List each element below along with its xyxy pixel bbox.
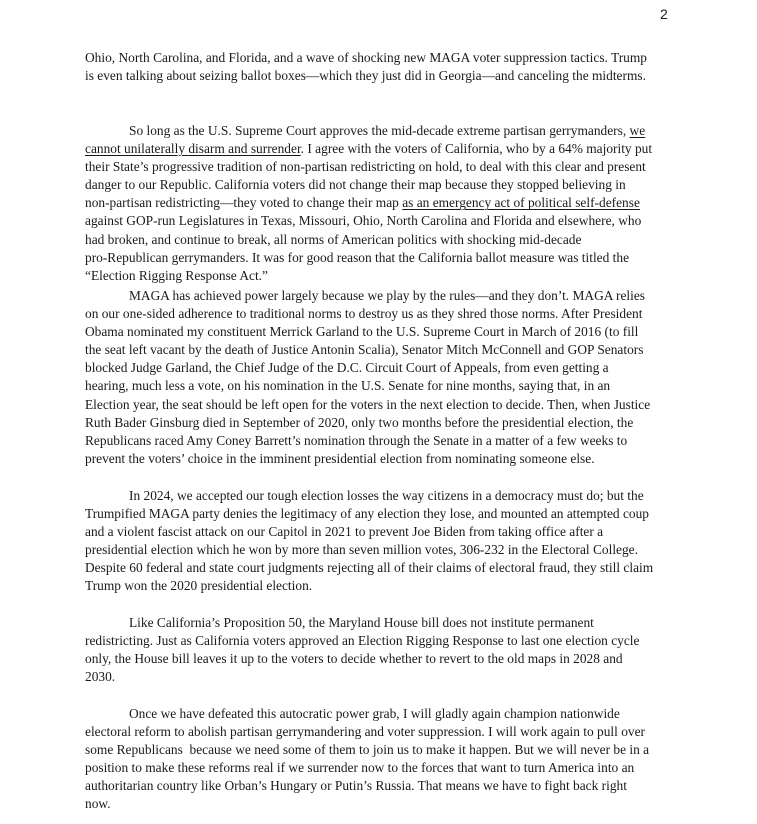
text-segment: Obama nominated my constituent Merrick Garland to the U.S. Supreme Court in March of 2016 (to fill: [85, 324, 639, 340]
text-segment: Trump won the 2020 presidential election.: [85, 578, 313, 594]
text-segment: Once we have defeated this autocratic power grab, I will gladly again champion nationwide: [129, 706, 620, 721]
text-segment: redistricting. Just as California voters approved an Election Rigging Response to last one election cycle: [85, 633, 640, 649]
text-segment: danger to our Republic. California voters did not change their map because they stopped believing in: [85, 177, 626, 193]
text-line: [85, 323, 685, 341]
text-segment: only, the House bill leaves it up to the voters to decide whether to revert to the old maps in 2028 and: [85, 651, 623, 667]
page-number: 2: [660, 6, 668, 22]
text-segment: now.: [85, 796, 111, 812]
text-segment: against GOP-run Legislatures in Texas, Missouri, Ohio, North Carolina and Florida and elsewhere, who: [85, 213, 642, 229]
text-segment: Trumpified MAGA party denies the legitimacy of any election they lose, and mounted an attempted coup: [85, 506, 650, 522]
text-segment: Election year, the seat should be left open for the voters in the next election to decide. Then, when Justice: [85, 396, 651, 412]
text-line: [85, 287, 685, 305]
paragraph-continuation: [85, 49, 685, 85]
text-segment: is even talking about seizing ballot boxes—which they just did in Georgia—and canceling the midterms.: [85, 68, 646, 84]
text-segment: position to make these reforms real if we surrender now to the forces that want to turn America into an: [85, 760, 635, 776]
text-line: [85, 559, 685, 577]
text-segment: Like California’s Proposition 50, the Maryland House bill does not institute permanent: [129, 615, 594, 630]
underlined-text: as an emergency act of political self-defense: [402, 195, 640, 211]
paragraph-proposition-50: [85, 614, 685, 686]
text-segment: hearing, much less a vote, on his nomination in the U.S. Senate for nine months, saying that, in an: [85, 378, 611, 394]
text-line: [85, 723, 685, 741]
text-segment: MAGA has achieved power largely because we play by the rules—and they don’t. MAGA relies: [129, 288, 646, 303]
text-segment: pro-Republican gerrymanders. It was for good reason that the California ballot measure was titled the: [85, 249, 630, 265]
text-line: [85, 523, 685, 541]
text-line: [85, 396, 685, 414]
text-line: [85, 777, 685, 795]
text-line: [85, 305, 685, 323]
text-line: [85, 432, 685, 450]
underlined-text: we: [629, 123, 646, 138]
text-line: [85, 795, 685, 813]
paragraph-election-2024: [85, 487, 685, 596]
text-line: [85, 359, 685, 377]
text-line: [85, 158, 685, 176]
text-segment: Ohio, North Carolina, and Florida, and a wave of shocking new MAGA voter suppression tactics. Trump: [85, 50, 647, 65]
text-line: [85, 194, 685, 212]
text-segment: So long as the U.S. Supreme Court approves the mid-decade extreme partisan gerrymanders,: [129, 123, 630, 138]
text-segment: their State’s progressive tradition of non-partisan redistricting on hold, to deal with this clear and present: [85, 159, 646, 175]
text-line: [85, 741, 685, 759]
text-line: [85, 377, 685, 395]
text-segment: authoritarian country like Orban’s Hungary or Putin’s Russia. That means we have to fight back right: [85, 778, 627, 794]
text-segment: had broken, and continue to break, all norms of American politics with shocking mid-decade: [85, 231, 582, 247]
text-line: [85, 541, 685, 559]
text-line: [85, 614, 685, 632]
text-line: [85, 176, 685, 194]
text-segment: Despite 60 federal and state court judgments rejecting all of their claims of electoral fraud, they still claim: [85, 560, 654, 576]
text-line: [85, 668, 685, 686]
text-line: [85, 650, 685, 668]
text-segment: prevent the voters’ choice in the imminent presidential election from nominating someone else.: [85, 450, 595, 466]
text-line: [85, 632, 685, 650]
text-segment: Ruth Bader Ginsburg died in September of 2020, only two months before the presidential election, the: [85, 414, 634, 430]
underlined-text: cannot unilaterally disarm and surrender: [85, 141, 301, 157]
paragraph-gerrymanders: [85, 122, 685, 285]
text-line: [85, 577, 685, 595]
text-segment: and a violent fascist attack on our Capitol in 2021 to prevent Joe Biden from taking office after a: [85, 524, 604, 540]
text-line: [85, 231, 685, 249]
text-line: [85, 759, 685, 777]
paragraph-maga-norms: [85, 287, 685, 468]
text-segment: 2030.: [85, 669, 116, 685]
text-segment: blocked Judge Garland, the Chief Judge of the D.C. Circuit Court of Appeals, from even getting a: [85, 360, 609, 376]
paragraph-electoral-reform: [85, 705, 685, 814]
text-segment: presidential election which he won by more than seven million votes, 306-232 in the Electoral College.: [85, 542, 638, 558]
text-line: [85, 267, 685, 285]
text-line: [85, 140, 685, 158]
text-line: [85, 450, 685, 468]
text-line: [85, 487, 685, 505]
text-segment: electoral reform to abolish partisan gerrymandering and voter suppression. I will work again to pull over: [85, 724, 646, 740]
text-line: [85, 414, 685, 432]
text-segment: In 2024, we accepted our tough election losses the way citizens in a democracy must do; but the: [129, 488, 644, 503]
text-segment: non-partisan redistricting—they voted to change their map: [85, 195, 403, 211]
text-line: [85, 122, 685, 140]
text-line: [85, 249, 685, 267]
text-line: [85, 212, 685, 230]
text-segment: “Election Rigging Response Act.”: [85, 267, 268, 283]
text-segment: Republicans raced Amy Coney Barrett’s nomination through the Senate in a matter of a few weeks to: [85, 432, 628, 448]
text-line: [85, 341, 685, 359]
text-segment: on our one-sided adherence to traditional norms to destroy us as they shred those norms. After President: [85, 306, 643, 322]
text-line: [85, 49, 685, 67]
text-segment: some Republicans because we need some of them to join us to make it happen. But we will never be in a: [85, 742, 650, 758]
text-segment: . I agree with the voters of California, who by a 64% majority put: [300, 141, 653, 157]
text-segment: the seat left vacant by the death of Justice Antonin Scalia), Senator Mitch McConnell and GOP Senators: [85, 342, 644, 358]
text-line: [85, 67, 685, 85]
text-line: [85, 505, 685, 523]
text-line: [85, 705, 685, 723]
